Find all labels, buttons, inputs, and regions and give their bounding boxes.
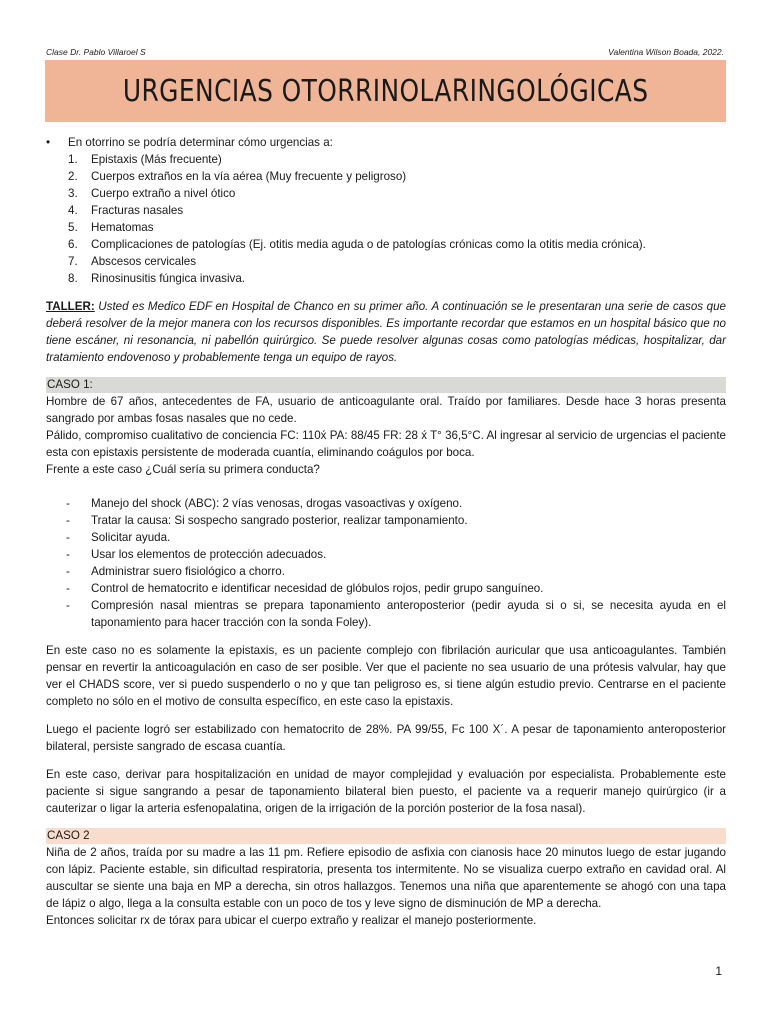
- case2-paragraph: Entonces solicitar rx de tórax para ubicar el cuerpo extraño y realizar el manejo posteriormente.: [46, 914, 537, 927]
- taller-paragraph: [46, 298, 726, 366]
- list-item: 4. Fracturas nasales: [68, 204, 184, 217]
- page-title: URGENCIAS OTORRINOLARINGOLÓGICAS: [122, 73, 649, 109]
- list-item: 8. Rinosinusitis fúngica invasiva.: [68, 272, 246, 285]
- list-item: 7. Abscesos cervicales: [68, 255, 197, 268]
- list-item: - Control de hematocrito e identificar necesidad de glóbulos rojos, pedir grupo sanguíneo.: [46, 580, 726, 597]
- list-item: - Manejo del shock (ABC): 2 vías venosas, drogas vasoactivas y oxígeno.: [46, 495, 726, 512]
- case1-paragraph: Luego el paciente logró ser estabilizado con hematocrito de 28%. PA 99/55, Fc 100 X´. A pesar de taponamiento anteroposterior bilateral, persiste sangrado de escasa cuantía.: [46, 723, 726, 753]
- list-item: - Compresión nasal mientras se prepara taponamiento anteroposterior (pedir ayuda si o si, se necesita ayuda en el taponamiento para hacer tracción con la sonda Foley).: [46, 597, 726, 631]
- case2-heading: CASO 2: [46, 828, 726, 844]
- list-item: 6. Complicaciones de patologías (Ej. otitis media aguda o de patologías crónicas como la otitis media crónica).: [68, 238, 646, 251]
- taller-label: TALLER:: [46, 300, 95, 313]
- case2-paragraph: Niña de 2 años, traída por su madre a las 11 pm. Refiere episodio de asfixia con cianosis hace 20 minutos luego de estar jugando con lápiz. Paciente estable, sin dificultad respiratoria, presenta tos intermitente. No se visualiza cuerpo extraño en cavidad oral. Al auscultar se siente una baja en MP a derecha, sin otros hallazgos. Tenemos una niña que aparentemente se ahogó con una tapa de lápiz o algo, llega a la consulta estable con un poco de tos y leve signo de disminución de MP a derecha.: [46, 846, 726, 910]
- list-item: - Usar los elementos de protección adecuados.: [46, 546, 726, 563]
- case1-question: Frente a este caso ¿Cuál sería su primera conducta?: [46, 463, 320, 476]
- header-right: Valentina Wilson Boada, 2022.: [608, 47, 724, 57]
- list-item: - Solicitar ayuda.: [46, 529, 726, 546]
- case1-paragraph: Pálido, compromiso cualitativo de conciencia FC: 110x́ PA: 88/45 FR: 28 x́ T° 36,5°C. Al ingresar al servicio de urgencias el paciente esta con epistaxis persistente de moderada cuantía, eliminando coágulos por boca.: [46, 429, 726, 459]
- case1-steps: [46, 495, 726, 631]
- list-item: 3. Cuerpo extraño a nivel ótico: [68, 187, 236, 200]
- list-item: - Tratar la causa: Si sospecho sangrado posterior, realizar tamponamiento.: [46, 512, 726, 529]
- list-item: 2. Cuerpos extraños en la vía aérea (Muy frecuente y peligroso): [68, 170, 407, 183]
- taller-text: Usted es Medico EDF en Hospital de Chanco en su primer año. A continuación se le presentaran una serie de casos que deberá resolver de la mejor manera con los recursos disponibles. Es importante recordar que estamos en un hospital básico que no tiene escáner, ni resonancia, ni pabellón quirúrgico. Se puede resolver algunas cosas como patologías médicas, hospitalizar, dar tratamiento endovenoso y probablemente tenga un equipo de rayos.: [46, 300, 726, 364]
- list-item: 1. Epistaxis (Más frecuente): [68, 153, 222, 166]
- case1-heading: CASO 1:: [46, 377, 726, 393]
- list-item: - Administrar suero fisiológico a chorro.: [46, 563, 726, 580]
- case1-paragraph: En este caso, derivar para hospitalización en unidad de mayor complejidad y evaluación por especialista. Probablemente este paciente si sigue sangrando a pesar de taponamiento bilateral bien puesto, el paciente va a requerir manejo quirúrgico (ir a cauterizar o ligar la arteria esfenopalatina, origen de la irrigación de la porción posterior de la fosa nasal).: [46, 768, 726, 815]
- case1-paragraph: Hombre de 67 años, antecedentes de FA, usuario de anticoagulante oral. Traído por familiares. Desde hace 3 horas presenta sangrado por ambas fosas nasales que no cede.: [46, 395, 726, 425]
- list-item: 5. Hematomas: [68, 221, 154, 234]
- intro-bullet: • En otorrino se podría determinar cómo urgencias a:: [46, 134, 726, 151]
- title-banner: [45, 60, 726, 122]
- case1-paragraph: En este caso no es solamente la epistaxis, es un paciente complejo con fibrilación auricular que usa anticoagulantes. También pensar en revertir la anticoagulación en caso de ser posible. Ver que el paciente no sea usuario de una prótesis valvular, hay que ver el CHADS score, ver si puedo suspenderlo o no y que tan peligroso es, si tiene algún estudio previo. Centrarse en el paciente completo no sólo en el motivo de consulta específico, en este caso la epistaxis.: [46, 644, 726, 708]
- document-body: [46, 134, 726, 929]
- urgency-list: [46, 151, 726, 287]
- header-left: Clase Dr. Pablo Villaroel S: [46, 47, 146, 57]
- page-number: 1: [715, 964, 722, 978]
